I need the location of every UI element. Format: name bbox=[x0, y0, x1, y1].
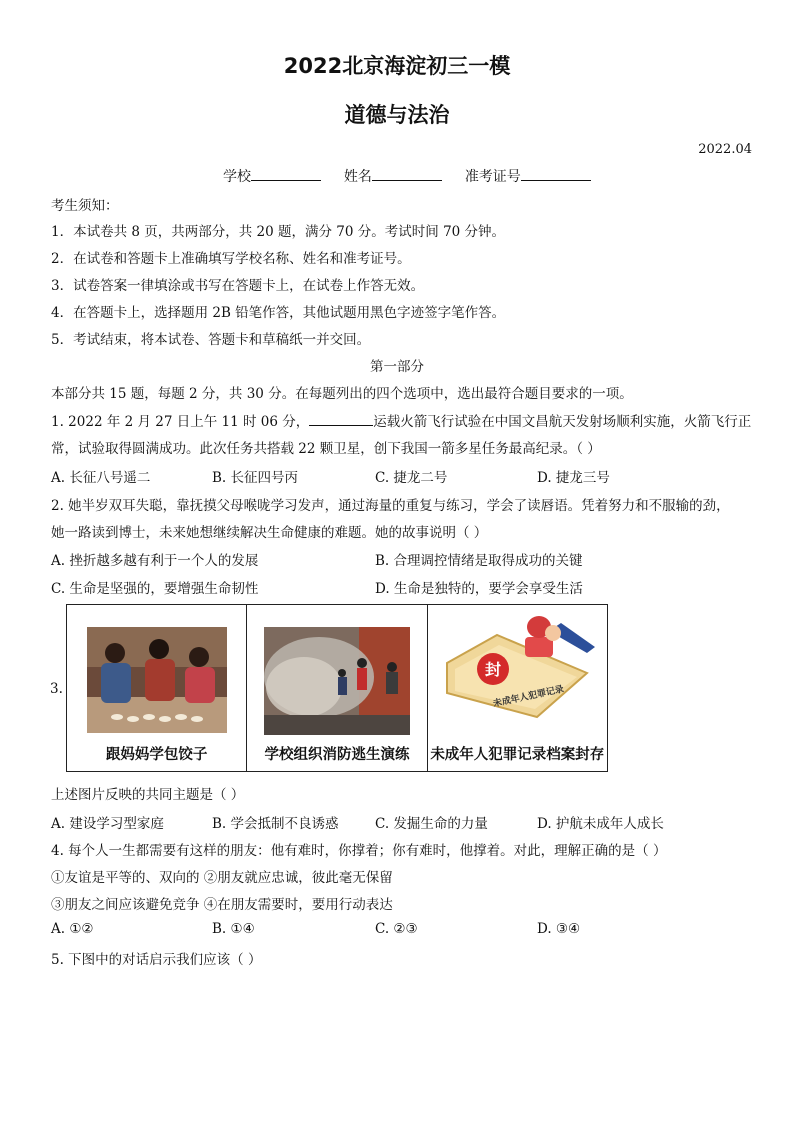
q3-option-b: B. 学会抵制不良诱惑 bbox=[212, 816, 339, 832]
q3-caption-3: 未成年人犯罪记录档案封存 bbox=[430, 747, 605, 763]
name-blank bbox=[372, 166, 442, 181]
name-label: 姓名 bbox=[343, 169, 372, 185]
q1-answer-blank bbox=[309, 413, 373, 426]
exam-id-blank bbox=[521, 166, 591, 181]
student-info-line bbox=[223, 166, 591, 186]
q2-option-b: B. 合理调控情绪是取得成功的关键 bbox=[375, 553, 583, 569]
part1-title: 第一部分 bbox=[370, 359, 424, 375]
notice-item: 1．本试卷共 8 页，共两部分，共 20 题，满分 70 分。考试时间 70 分钟。 bbox=[51, 224, 506, 240]
exam-title: 2022北京海淀初三一模 bbox=[283, 54, 511, 78]
q1-line1 bbox=[51, 410, 751, 430]
notice-item: 4．在答题卡上，选择题用 2B 铅笔作答，其他试题用黑色字迹签字笔作答。 bbox=[51, 305, 506, 321]
q4-option-a: A. ①② bbox=[51, 921, 94, 937]
q3-picture-fire-drill bbox=[247, 605, 427, 771]
q4-statements-2: ③朋友之间应该避免竞争 ④在朋友需要时，要用行动表达 bbox=[51, 897, 393, 913]
folder-label: 未成年人犯罪记录 bbox=[492, 684, 566, 710]
q4-option-c: C. ②③ bbox=[375, 921, 418, 937]
q3-option-c: C. 发掘生命的力量 bbox=[375, 816, 488, 832]
q4-statements-1: ①友谊是平等的、双向的 ②朋友就应忠诚，彼此毫无保留 bbox=[51, 870, 393, 886]
q3-caption-2: 学校组织消防逃生演练 bbox=[264, 747, 410, 763]
subject-title: 道德与法治 bbox=[344, 103, 450, 127]
q4-line1: 4. 每个人一生都需要有这样的朋友：他有难时，你撑着；你有难时，他撑着。对此，理解正确的是（ ） bbox=[51, 843, 667, 859]
q4-option-d: D. ③④ bbox=[537, 921, 581, 937]
exam-id-label: 准考证号 bbox=[464, 169, 521, 185]
q2-option-c: C. 生命是坚强的，要增强生命韧性 bbox=[51, 581, 259, 597]
q1-text-a: 1. 2022 年 2 月 27 日上午 11 时 06 分， bbox=[51, 414, 310, 430]
seal-character: 封 bbox=[485, 660, 502, 679]
q2-option-d: D. 生命是独特的，要学会享受生活 bbox=[375, 581, 583, 597]
q5-line1: 5. 下图中的对话启示我们应该（ ） bbox=[51, 952, 262, 968]
q3-option-d: D. 护航未成年人成长 bbox=[537, 816, 664, 832]
q1-text-b: 运载火箭飞行试验在中国文昌航天发射场顺利实施，火箭飞行正 bbox=[373, 414, 752, 430]
q3-option-a: A. 建设学习型家庭 bbox=[51, 816, 164, 832]
q1-option-b: B. 长征四号丙 bbox=[212, 470, 299, 486]
q1-option-c: C. 捷龙二号 bbox=[375, 470, 448, 486]
dumpling-photo bbox=[87, 627, 227, 733]
q1-option-d: D. 捷龙三号 bbox=[537, 470, 610, 486]
q3-picture-dumplings bbox=[67, 605, 247, 771]
q2-line2: 她一路读到博士，未来她想继续解决生命健康的难题。她的故事说明（ ） bbox=[51, 525, 488, 541]
notice-item: 5．考试结束，将本试卷、答题卡和草稿纸一并交回。 bbox=[51, 332, 371, 348]
q3-image-table bbox=[66, 604, 608, 772]
record-seal-illustration bbox=[437, 613, 597, 725]
notice-heading: 考生须知： bbox=[51, 198, 119, 214]
q2-option-a: A. 挫折越多越有利于一个人的发展 bbox=[51, 553, 259, 569]
exam-date: 2022.04 bbox=[698, 142, 752, 157]
notice-item: 2．在试卷和答题卡上准确填写学校名称、姓名和准考证号。 bbox=[51, 251, 411, 267]
q3-picture-record-seal bbox=[428, 605, 607, 771]
q3-caption-1: 跟妈妈学包饺子 bbox=[105, 747, 208, 763]
fire-drill-photo bbox=[264, 627, 410, 735]
part1-intro: 本部分共 15 题，每题 2 分，共 30 分。在每题列出的四个选项中，选出最符合题目要求的一项。 bbox=[51, 386, 633, 402]
q3-question: 上述图片反映的共同主题是（ ） bbox=[51, 787, 245, 803]
q1-line2: 常，试验取得圆满成功。此次任务共搭载 22 颗卫星，创下我国一箭多星任务最高纪录。（ ） bbox=[51, 441, 601, 457]
notice-item: 3．试卷答案一律填涂或书写在答题卡上，在试卷上作答无效。 bbox=[51, 278, 425, 294]
q1-option-a: A. 长征八号遥二 bbox=[51, 470, 151, 486]
q3-number: 3. bbox=[50, 681, 63, 697]
school-label: 学校 bbox=[223, 169, 251, 185]
school-blank bbox=[251, 166, 321, 181]
q2-line1: 2. 她半岁双耳失聪，靠抚摸父母喉咙学习发声，通过海量的重复与练习，学会了读唇语。凭着努力和不服输的劲， bbox=[51, 498, 730, 514]
q4-option-b: B. ①④ bbox=[212, 921, 255, 937]
